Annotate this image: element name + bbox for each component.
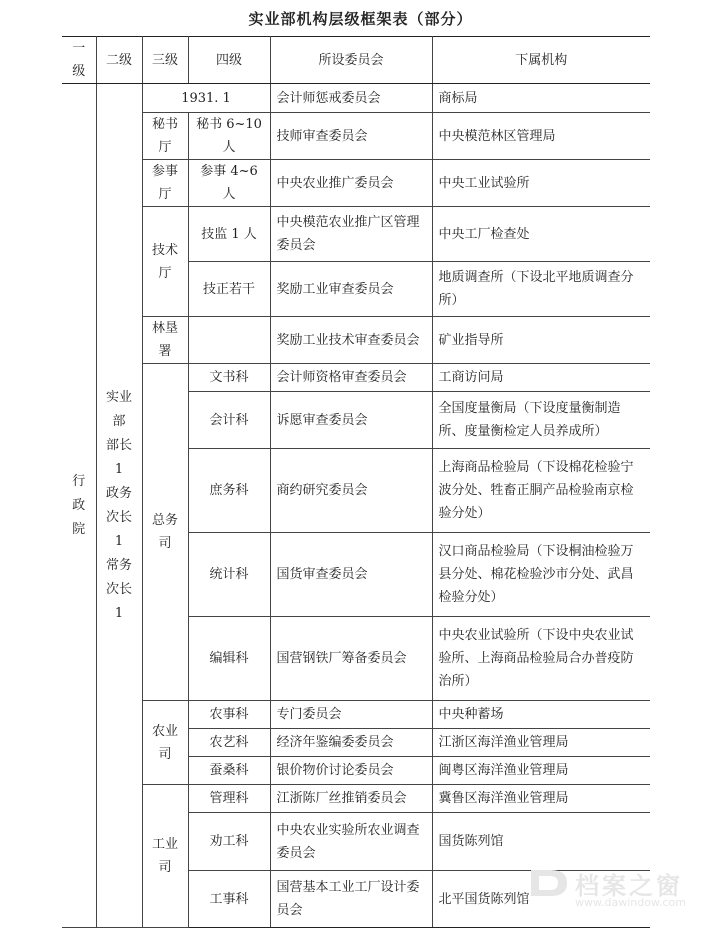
- committee-cell: 中央农业实验所农业调查委员会: [270, 813, 432, 871]
- subordinate-cell: 上海商品检验局（下设棉花检验宁波分处、牲畜正胴产品检验南京检验分处）: [432, 449, 650, 533]
- committee-cell: 奖励工业技术审查委员会: [270, 317, 432, 364]
- subordinate-cell: 江浙区海洋渔业管理局: [432, 729, 650, 757]
- subordinate-cell: 全国度量衡局（下设度量衡制造所、度量衡检定人员养成所）: [432, 392, 650, 449]
- subordinate-cell: 中央种蓄场: [432, 701, 650, 729]
- level1-text: 行政院: [72, 473, 86, 537]
- subordinate-cell: 闽粤区海洋渔业管理局: [432, 757, 650, 785]
- committee-cell: 商约研究委员会: [270, 449, 432, 533]
- subordinate-cell: 中央模范林区管理局: [432, 113, 650, 160]
- subordinate-cell: 商标局: [432, 84, 650, 113]
- date-cell: 1931. 1: [142, 84, 270, 113]
- level4-cell: 文书科: [188, 364, 270, 392]
- committee-cell: 国货审查委员会: [270, 533, 432, 617]
- level3-cell: 参事厅: [142, 160, 188, 207]
- table-row: [62, 160, 650, 207]
- level4-cell: 蚕桑科: [188, 757, 270, 785]
- header-row: [62, 37, 650, 84]
- subordinate-cell: 国货陈列馆: [432, 813, 650, 871]
- table-row: [62, 113, 650, 160]
- header-level2: 二级: [96, 37, 142, 84]
- level3-cell: 林垦署: [142, 317, 188, 364]
- committee-cell: 江浙陈厂丝推销委员会: [270, 785, 432, 813]
- table-row: [62, 207, 650, 262]
- subordinate-cell: 中央农业试验所（下设中央农业试验所、上海商品检验局合办普疫防治所）: [432, 617, 650, 701]
- level4-cell: 技监 1 人: [188, 207, 270, 262]
- committee-cell: 中央模范农业推广区管理委员会: [270, 207, 432, 262]
- level3-cell: 农业司: [142, 701, 188, 785]
- committee-cell: 经济年鉴编委委员会: [270, 729, 432, 757]
- level4-cell: 技正若干: [188, 262, 270, 317]
- level4-cell: 农事科: [188, 701, 270, 729]
- committee-cell: 奖励工业审查委员会: [270, 262, 432, 317]
- level4-cell: 工事科: [188, 871, 270, 928]
- table-row: [62, 84, 650, 113]
- header-subordinate: 下属机构: [432, 37, 650, 84]
- subordinate-cell: 汉口商品检验局（下设桐油检验万县分处、棉花检验沙市分处、武昌检验分处）: [432, 533, 650, 617]
- level4-cell: 参事 4~6 人: [188, 160, 270, 207]
- subordinate-cell: 中央工业试验所: [432, 160, 650, 207]
- watermark: [527, 864, 707, 912]
- org-structure-table: [62, 36, 650, 928]
- subordinate-cell: 冀鲁区海洋渔业管理局: [432, 785, 650, 813]
- level4-cell: 管理科: [188, 785, 270, 813]
- table-title: 实业部机构层级框架表（部分）: [248, 10, 473, 28]
- subordinate-cell: 中央工厂检查处: [432, 207, 650, 262]
- level3-cell: 总务司: [142, 364, 188, 701]
- header-level4: 四级: [188, 37, 270, 84]
- subordinate-cell: 地质调查所（下设北平地质调查分所）: [432, 262, 650, 317]
- level4-cell: 会计科: [188, 392, 270, 449]
- header-level3: 三级: [142, 37, 188, 84]
- table-row: [62, 701, 650, 729]
- committee-cell: 专门委员会: [270, 701, 432, 729]
- committee-cell: 中央农业推广委员会: [270, 160, 432, 207]
- committee-cell: 会计师惩戒委员会: [270, 84, 432, 113]
- d-logo-icon: [527, 866, 571, 900]
- subordinate-cell: 矿业指导所: [432, 317, 650, 364]
- level4-cell: 庶务科: [188, 449, 270, 533]
- level3-cell: 秘书厅: [142, 113, 188, 160]
- committee-cell: 银价物价讨论委员会: [270, 757, 432, 785]
- table-row: [62, 364, 650, 392]
- level2-cell: [96, 84, 142, 928]
- level4-cell: 劝工科: [188, 813, 270, 871]
- level4-cell: 秘书 6~10 人: [188, 113, 270, 160]
- level2-text: 实业部 部长 1 政务 次长 1 常务 次长 1: [105, 389, 132, 621]
- level4-cell: 农艺科: [188, 729, 270, 757]
- committee-cell: 诉愿审查委员会: [270, 392, 432, 449]
- header-level1: 一级: [62, 37, 96, 84]
- table-row: [62, 317, 650, 364]
- committee-cell: 国营钢铁厂筹备委员会: [270, 617, 432, 701]
- committee-cell: 会计师资格审查委员会: [270, 364, 432, 392]
- committee-cell: 技师审查委员会: [270, 113, 432, 160]
- level4-cell: [188, 317, 270, 364]
- table-row: [62, 785, 650, 813]
- subordinate-cell: 工商访问局: [432, 364, 650, 392]
- level4-cell: 编辑科: [188, 617, 270, 701]
- level1-cell: [62, 84, 96, 928]
- watermark-text: 档案之窗: [575, 872, 683, 900]
- header-committee: 所设委员会: [270, 37, 432, 84]
- subordinate-cell: 北平国货陈列馆: [432, 871, 650, 928]
- watermark-url: www.dawindow.com: [575, 896, 686, 909]
- level4-cell: 统计科: [188, 533, 270, 617]
- level3-cell: 技术厅: [142, 207, 188, 317]
- level3-cell: 工业司: [142, 785, 188, 928]
- committee-cell: 国营基本工业工厂设计委员会: [270, 871, 432, 928]
